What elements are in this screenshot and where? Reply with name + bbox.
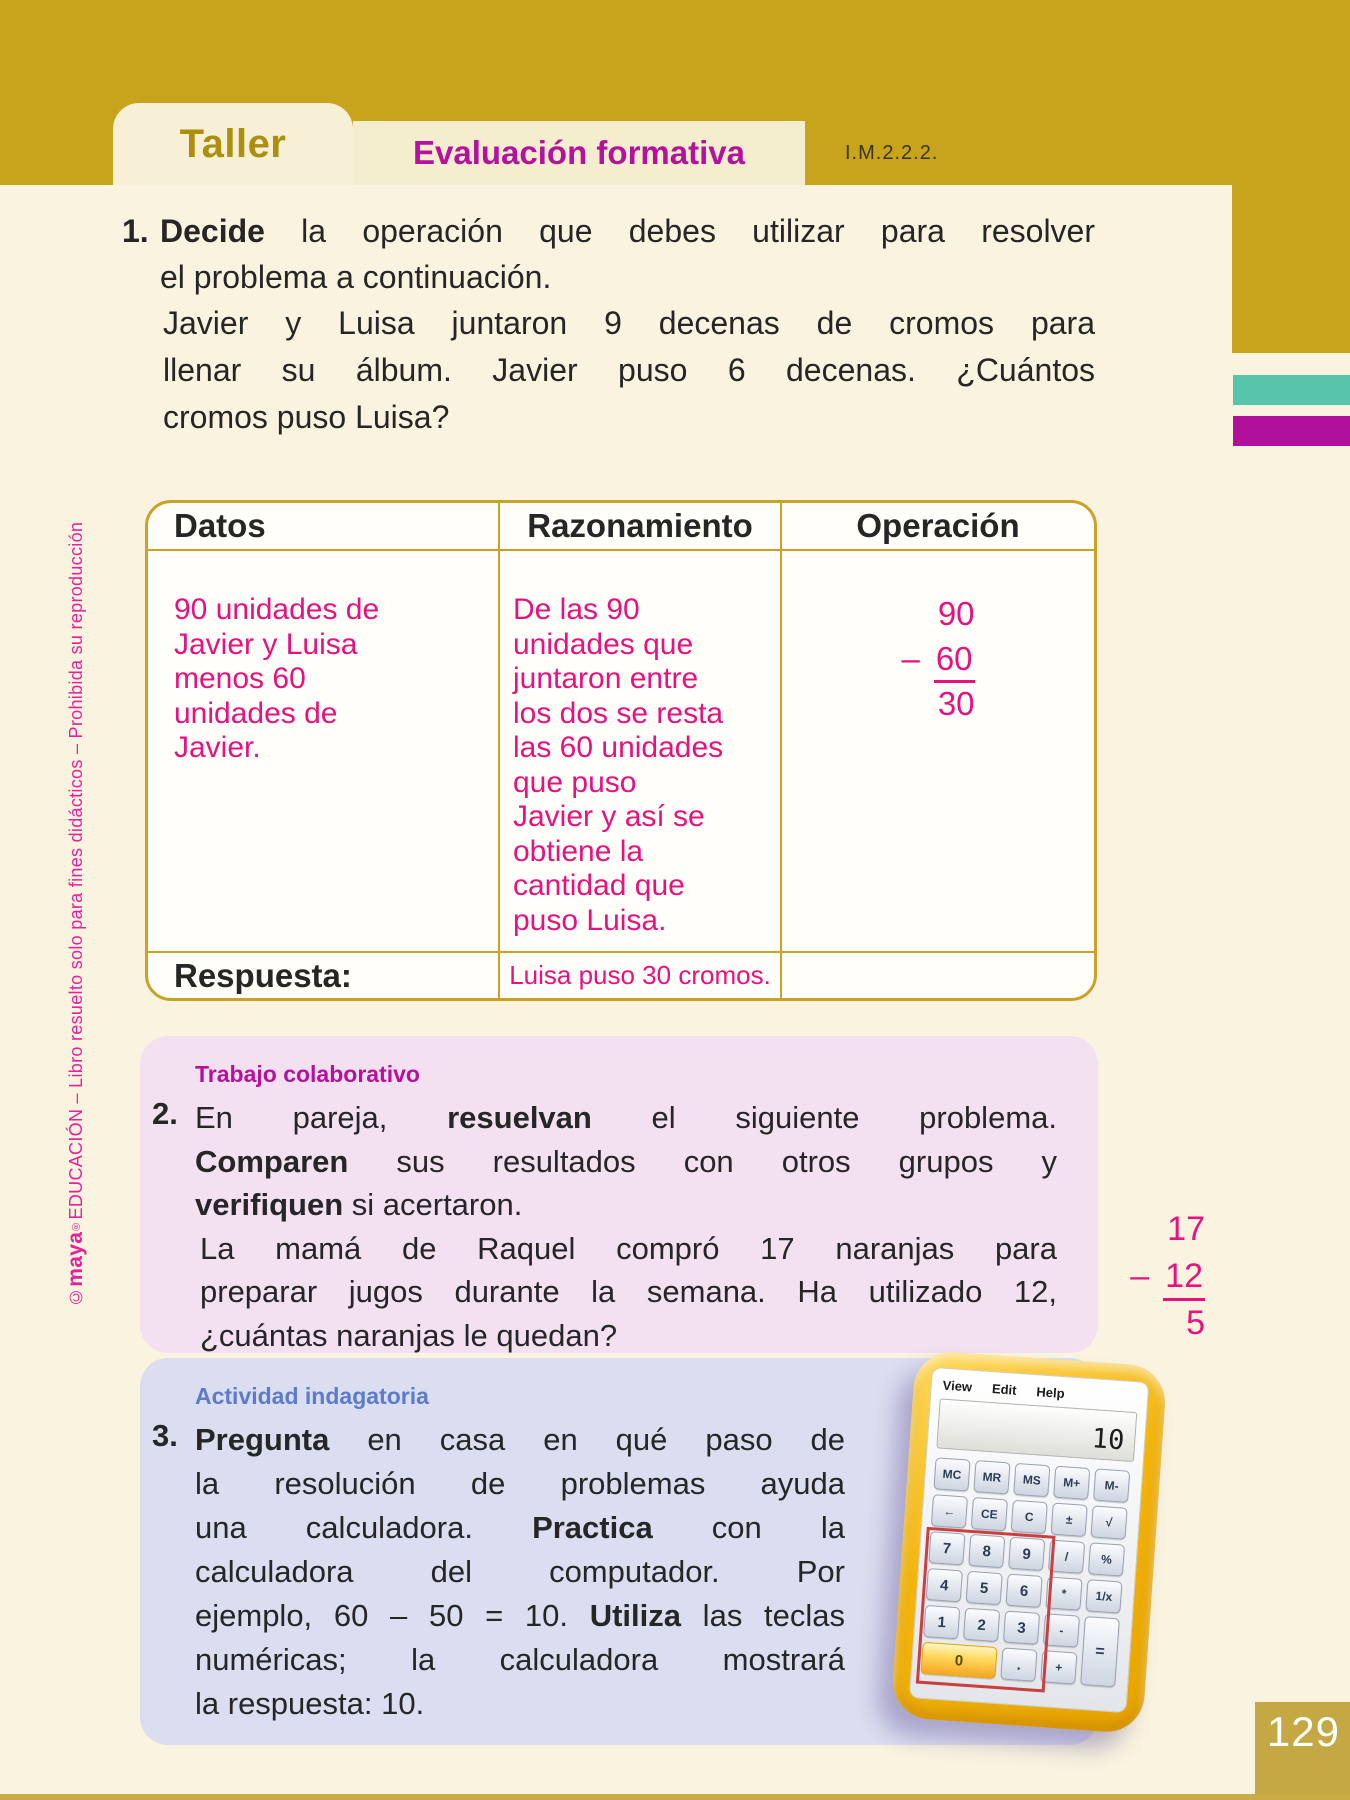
margin-subtraction bbox=[1105, 1206, 1205, 1347]
calc-key-divide: / bbox=[1048, 1539, 1085, 1573]
respuesta-empty-cell bbox=[780, 951, 1094, 998]
calc-key-backspace: ← bbox=[931, 1494, 968, 1528]
calc-key-8: 8 bbox=[968, 1534, 1005, 1568]
accent-bar-teal bbox=[1233, 375, 1350, 405]
calc-key-plus-minus: ± bbox=[1051, 1503, 1088, 1537]
solution-table bbox=[145, 500, 1097, 1001]
page-number-box bbox=[1255, 1702, 1350, 1794]
calc-key-6: 6 bbox=[1006, 1574, 1043, 1608]
calc-key-plus: + bbox=[1040, 1650, 1077, 1684]
calc-key-m-minus: M- bbox=[1093, 1468, 1130, 1502]
exercise-1-instruction-text: Decide la operación que debes utilizar para resolver el problema a continuación. bbox=[160, 213, 1095, 295]
operation-subtrahend: 60 bbox=[934, 640, 975, 683]
calc-key-percent: % bbox=[1088, 1542, 1125, 1576]
table-header-operacion: Operación bbox=[780, 503, 1094, 551]
calc-key-ce: CE bbox=[971, 1497, 1008, 1531]
subtraction-operation bbox=[901, 591, 974, 951]
exercise-1-problem-text: Javier y Luisa juntaron 9 decenas de cromos para llenar su álbum. Javier puso 6 decenas. ¿Cuántos cromos puso Luisa? bbox=[163, 305, 1095, 435]
margin-minuend: 17 bbox=[1167, 1210, 1205, 1248]
calc-key-mr: MR bbox=[973, 1460, 1010, 1494]
table-header-datos: Datos bbox=[148, 503, 498, 551]
calc-key-reciprocal: 1/x bbox=[1085, 1579, 1122, 1613]
operation-result: 30 bbox=[937, 685, 975, 722]
calc-key-0: 0 bbox=[921, 1642, 998, 1679]
calculator-illustration bbox=[890, 1350, 1167, 1735]
operation-minus-sign: – bbox=[901, 640, 920, 677]
collaborative-work-box bbox=[140, 1036, 1098, 1353]
tab-label: Taller bbox=[179, 121, 287, 166]
operation-minuend: 90 bbox=[937, 595, 975, 632]
calc-key-9: 9 bbox=[1008, 1537, 1045, 1571]
exercise-2-instruction-text: En pareja, resuelvan el siguiente problema. Comparen sus resultados con otros grupos y verifiquen si acertaron. bbox=[195, 1100, 1057, 1222]
exercise-3-instruction-text: Pregunta en casa en qué paso de la resolución de problemas ayuda una calculadora. Practica con la calculadora del computador. Por ejemplo, 60 – 50 = 10. Utiliza las teclas numéricas; la calculadora mostrará la respuesta: 10. bbox=[195, 1422, 845, 1721]
calc-key-4: 4 bbox=[926, 1568, 963, 1602]
brand-name: maya bbox=[64, 1231, 87, 1287]
margin-result: 5 bbox=[1186, 1304, 1205, 1342]
calc-key-m-plus: M+ bbox=[1053, 1466, 1090, 1500]
calculator-panel bbox=[909, 1367, 1150, 1713]
calc-key-multiply: * bbox=[1045, 1576, 1082, 1610]
table-cell-operacion bbox=[780, 551, 1094, 951]
respuesta-label-cell: Respuesta: bbox=[148, 951, 498, 998]
calc-key-1: 1 bbox=[923, 1605, 960, 1639]
table-cell-razonamiento: De las 90 unidades que juntaron entre los dos se resta las 60 unidades que puso Javier y así se obtiene la cantidad que puso Luisa. bbox=[498, 551, 780, 951]
exercise-3-number: 3. bbox=[152, 1418, 178, 1453]
calc-key-ms: MS bbox=[1013, 1463, 1050, 1497]
table-cell-datos: 90 unidades de Javier y Luisa menos 60 unidades de Javier. bbox=[174, 593, 380, 764]
calc-key-2: 2 bbox=[963, 1608, 1000, 1642]
exercise-2-number: 2. bbox=[152, 1096, 178, 1131]
exercise-2-section bbox=[152, 1096, 1098, 1357]
exercise-1-number: 1. bbox=[122, 213, 149, 249]
exercise-2-problem-text: La mamá de Raquel compró 17 naranjas para preparar jugos durante la semana. Ha utilizado 12, ¿cuántas naranjas le quedan? bbox=[200, 1230, 1057, 1353]
menu-item-edit: Edit bbox=[991, 1381, 1018, 1398]
calc-key-minus: - bbox=[1043, 1613, 1080, 1647]
band-label: Evaluación formativa bbox=[413, 134, 745, 171]
menu-item-view: View bbox=[942, 1377, 973, 1395]
collaborative-tag: Trabajo colaborativo bbox=[195, 1061, 420, 1087]
calc-key-decimal: . bbox=[1000, 1647, 1037, 1681]
calculator-keypad bbox=[921, 1457, 1134, 1687]
calc-key-7: 7 bbox=[928, 1531, 965, 1565]
bottom-gold-strip bbox=[0, 1794, 1350, 1800]
calc-key-5: 5 bbox=[966, 1571, 1003, 1605]
sidebar-copyright-text: ©maya®EDUCACIÓN – Libro resuelto solo para fines didácticos – Prohibida su reproducción bbox=[64, 521, 87, 1307]
menu-item-help: Help bbox=[1035, 1384, 1066, 1402]
calculator-display: 10 bbox=[936, 1398, 1137, 1462]
standard-code: I.M.2.2.2. bbox=[845, 142, 939, 164]
registered-mark: ® bbox=[70, 1219, 82, 1232]
calc-key-mc: MC bbox=[933, 1457, 970, 1491]
table-header-razonamiento: Razonamiento bbox=[498, 503, 780, 551]
exercise-1-instruction bbox=[122, 208, 1095, 300]
calc-key-3: 3 bbox=[1003, 1611, 1040, 1645]
accent-bar-magenta bbox=[1233, 416, 1350, 446]
calc-key-sqrt: √ bbox=[1090, 1505, 1127, 1539]
calc-key-equals: = bbox=[1080, 1616, 1120, 1687]
margin-minus-sign: – bbox=[1130, 1257, 1150, 1295]
margin-subtrahend: 12 bbox=[1163, 1257, 1205, 1301]
taller-tab bbox=[113, 103, 353, 185]
respuesta-value-cell: Luisa puso 30 cromos. bbox=[498, 951, 780, 998]
formativa-band bbox=[353, 121, 805, 185]
page-number: 129 bbox=[1266, 1708, 1340, 1755]
calc-key-clear: C bbox=[1011, 1500, 1048, 1534]
gold-right-column bbox=[1232, 185, 1350, 353]
inquiry-tag: Actividad indagatoria bbox=[195, 1383, 429, 1409]
